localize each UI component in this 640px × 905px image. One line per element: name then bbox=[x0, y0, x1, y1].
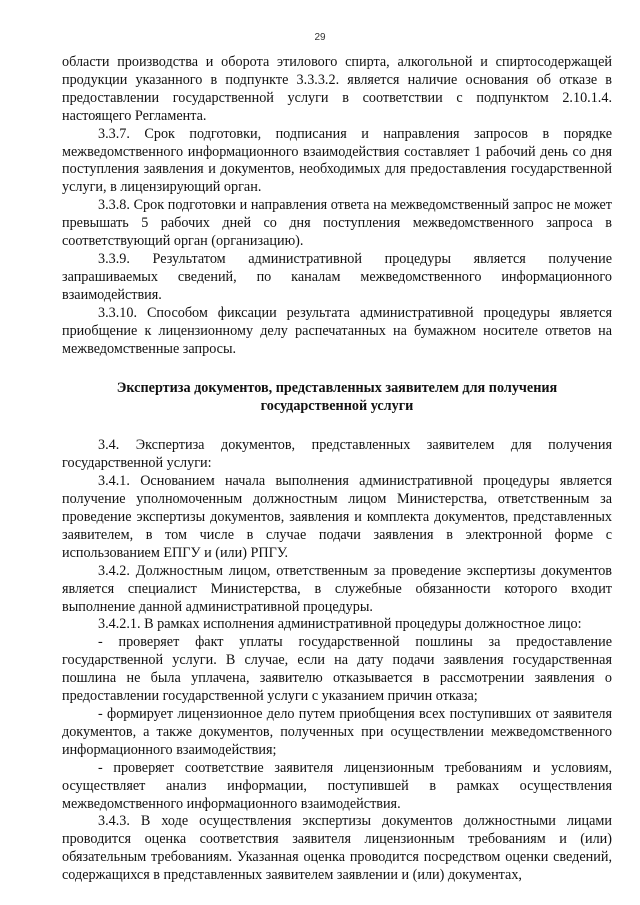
paragraph-3-3-8: 3.3.8. Срок подготовки и направления ответа на межведомственный запрос не может превышать 5 рабочих дней со дня поступления межведомственного запроса в соответствующий орган (организацию). bbox=[62, 197, 612, 250]
paragraph-3-4: 3.4. Экспертиза документов, представленных заявителем для получения государственной услуги: bbox=[62, 437, 612, 472]
paragraph-continuation: области производства и оборота этилового спирта, алкогольной и спиртосодержащей продукции указанного в подпункте 3.3.3.2. является наличие основания об отказе в предоставлении государственной услуги в соответствии с подпунктом 2.10.1.4. настоящего Регламента. bbox=[62, 54, 612, 124]
paragraph-3-3-10: 3.3.10. Способом фиксации результата административной процедуры является приобщение к лицензионному делу распечатанных на бумажном носителе ответов на межведомственные запросы. bbox=[62, 304, 612, 357]
paragraph-3-4-2-1: 3.4.2.1. В рамках исполнения административной процедуры должностное лицо: bbox=[98, 616, 582, 633]
list-item-license-file: - формирует лицензионное дело путем приобщения всех поступивших от заявителя документов, а также документов, полученных при осуществлении межведомственного информационного взаимодействия; bbox=[62, 706, 612, 758]
list-item-fee-check: - проверяет факт уплаты государственной пошлины за предоставление государственной услуги. В случае, если на дату подачи заявления государственная пошлина не была уплачена, заявителю отказывается в рассмотрении заявления о предоставлении государственной услуги с указанием причин отказа; bbox=[62, 634, 612, 705]
section-heading: Экспертиза документов, представленных заявителем для получения государственной услуги bbox=[116, 380, 558, 415]
paragraph-3-3-7: 3.3.7. Срок подготовки, подписания и направления запросов в порядке межведомственного информационного взаимодействия составляет 1 рабочий день со дня поступления заявления и документов, необходимых для предоставления государственной услуги, в лицензирующий орган. bbox=[62, 125, 612, 196]
paragraph-3-4-2: 3.4.2. Должностным лицом, ответственным за проведение экспертизы документов является специалист Министерства, в служебные обязанности которого входит выполнение данной административной процедуры. bbox=[62, 562, 612, 615]
page-number: 29 bbox=[314, 32, 326, 43]
document-body bbox=[62, 54, 612, 885]
paragraph-3-4-1: 3.4.1. Основанием начала выполнения административной процедуры является получение уполномоченным должностным лицом Министерства, ответственным за проведение экспертизы документов, заявления и комплекта документов, представленных заявителем, в том числе в случае подачи заявления в электронной форме с использованием ЕПГУ и (или) РПГУ. bbox=[62, 473, 612, 561]
paragraph-3-3-9: 3.3.9. Результатом административной процедуры является получение запрашиваемых сведений, по каналам межведомственного информационного взаимодействия. bbox=[62, 250, 612, 303]
paragraph-3-4-3: 3.4.3. В ходе осуществления экспертизы документов должностными лицами проводится оценка соответствия заявителя лицензионным требованиям и (или) обязательным требованиям. Указанная оценка проводится посредством оценки сведений, содержащихся в представленных заявителем заявлении и (или) документах, bbox=[62, 813, 612, 884]
list-item-requirements-check: - проверяет соответствие заявителя лицензионным требованиям и условиям, осуществляет анализ информации, поступившей в рамках осуществления межведомственного информационного взаимодействия. bbox=[62, 759, 612, 812]
